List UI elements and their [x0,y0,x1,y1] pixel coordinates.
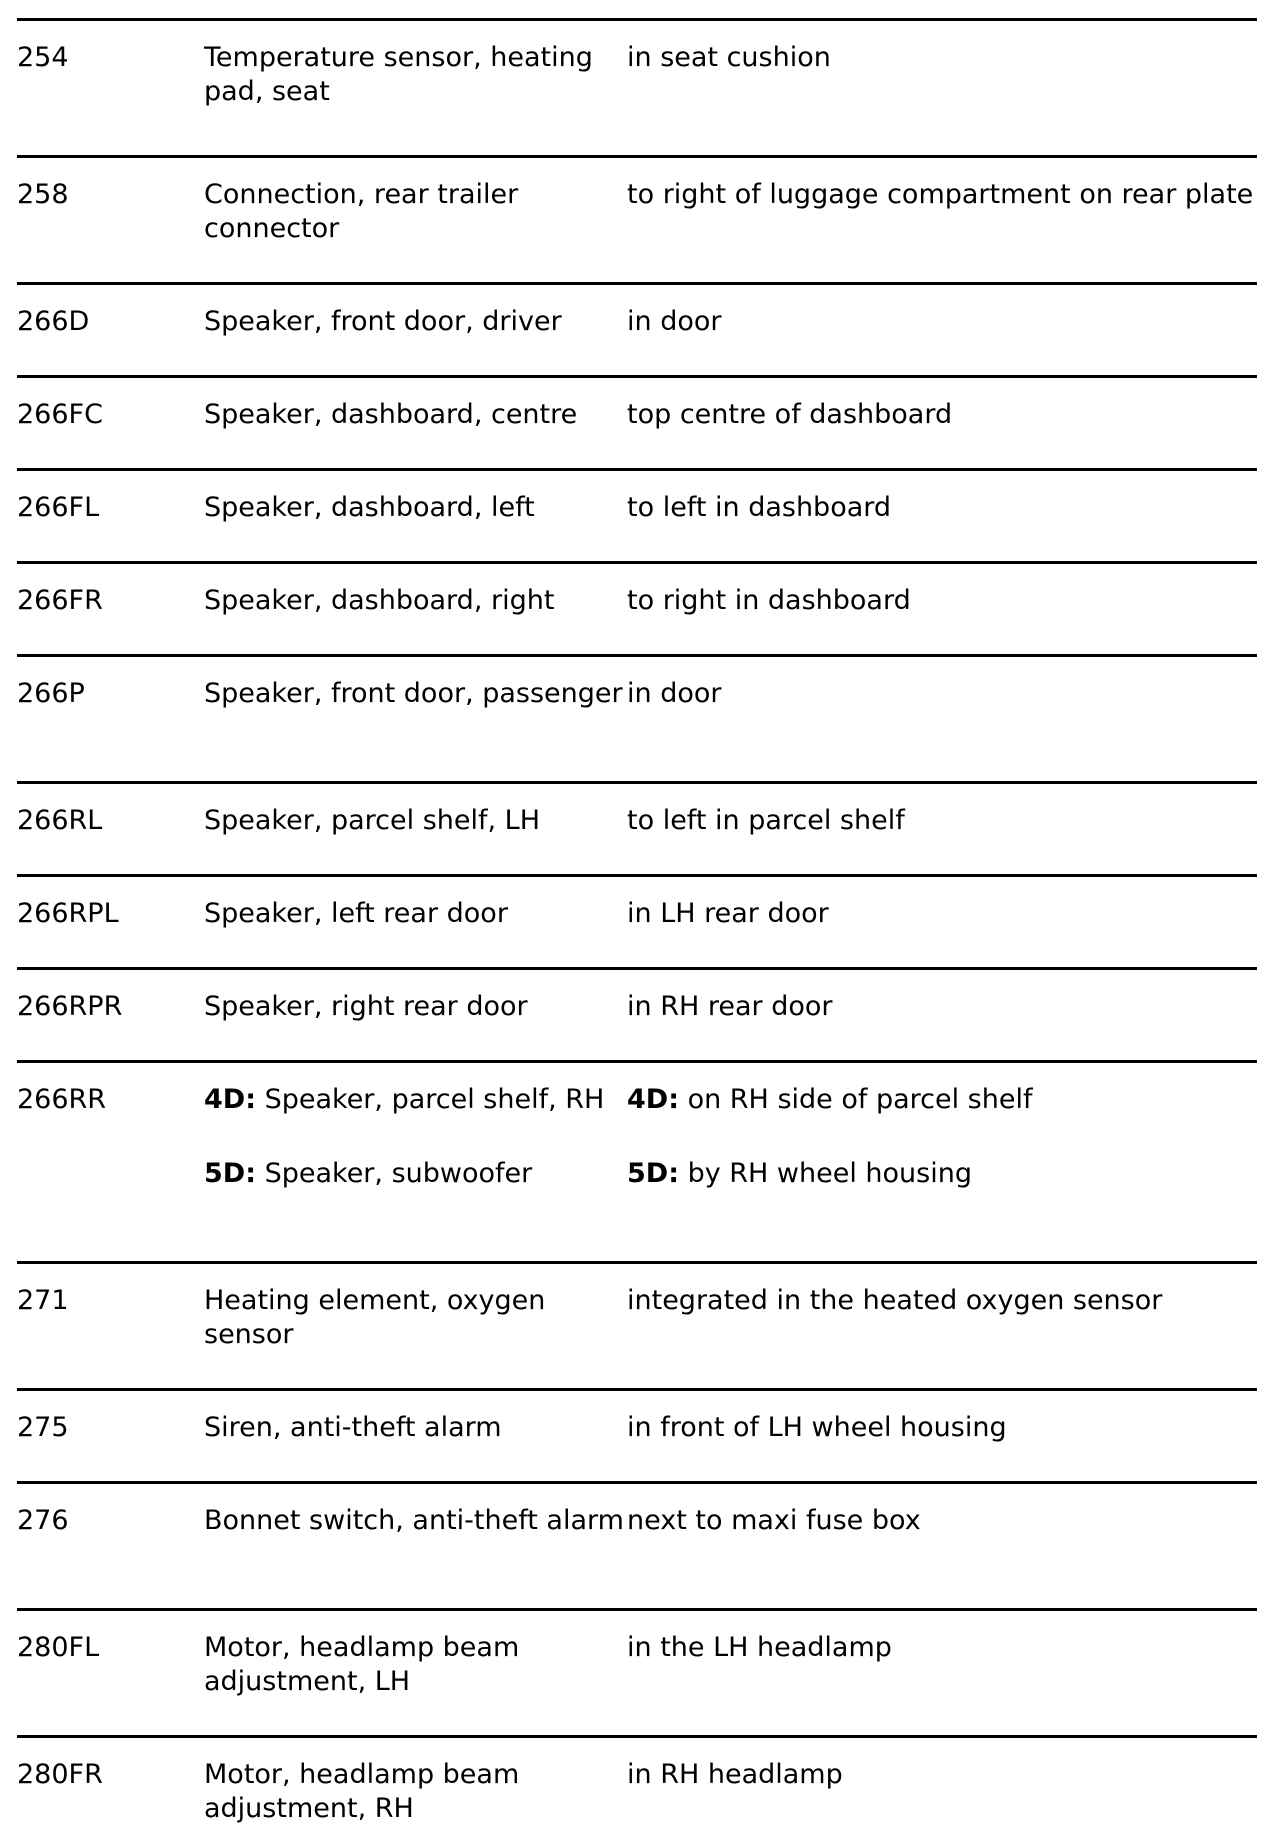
component-description: Speaker, dashboard, centre [204,399,578,430]
variant-prefix: 4D: [204,1084,256,1115]
variant-text: Speaker, subwoofer [256,1158,533,1189]
table-row [17,282,1257,375]
component-description [204,1083,628,1191]
table-row [17,375,1257,468]
component-location: in RH rear door [627,991,833,1022]
component-code: 266FL [17,492,100,523]
table-row [17,155,1257,282]
component-code: 276 [17,1505,69,1536]
component-description: Bonnet switch, anti-theft alarm [204,1505,624,1536]
component-description: Speaker, right rear door [204,991,528,1022]
component-description: Temperature sensor, heating pad, seat [204,42,593,107]
component-description: Heating element, oxygen sensor [204,1285,546,1350]
component-location: to left in parcel shelf [627,805,905,836]
component-location: in LH rear door [627,898,829,929]
component-description: Motor, headlamp beam adjustment, LH [204,1632,520,1697]
variant-text: Speaker, parcel shelf, RH [256,1084,605,1115]
component-code: 280FR [17,1759,103,1790]
variant-5d-location [627,1157,1257,1191]
component-code: 266RL [17,805,103,836]
table-row [17,468,1257,561]
component-description: Motor, headlamp beam adjustment, RH [204,1759,520,1824]
table-row [17,654,1257,781]
component-description: Speaker, front door, driver [204,306,562,337]
component-description: Speaker, dashboard, right [204,585,555,616]
component-description: Speaker, left rear door [204,898,508,929]
component-description: Siren, anti-theft alarm [204,1412,502,1443]
variant-4d-location [627,1083,1257,1117]
component-code: 258 [17,179,69,210]
component-code: 266P [17,678,85,709]
component-location [627,1083,1257,1191]
component-location: in the LH headlamp [627,1632,892,1663]
table-row [17,1060,1257,1261]
component-location: in door [627,306,722,337]
table-row [17,561,1257,654]
variant-prefix: 4D: [627,1084,679,1115]
component-code: 266FR [17,585,103,616]
component-description: Speaker, front door, passenger [204,678,623,709]
component-location: to left in dashboard [627,492,892,523]
table-row [17,1735,1257,1835]
component-code: 275 [17,1412,69,1443]
table-row [17,1481,1257,1608]
component-description: Speaker, dashboard, left [204,492,535,523]
component-location: top centre of dashboard [627,399,953,430]
component-code: 280FL [17,1632,100,1663]
component-location: in front of LH wheel housing [627,1412,1007,1443]
component-code: 266RR [17,1084,107,1115]
component-description: Connection, rear trailer connector [204,179,519,244]
table-row [17,781,1257,874]
variant-prefix: 5D: [204,1158,256,1189]
component-code: 271 [17,1285,69,1316]
variant-prefix: 5D: [627,1158,679,1189]
variant-text: by RH wheel housing [679,1158,972,1189]
component-code: 266FC [17,399,103,430]
variant-4d-description [204,1083,628,1117]
table-row [17,1261,1257,1388]
table-row [17,18,1257,155]
table-row [17,967,1257,1060]
component-location: in door [627,678,722,709]
table-row [17,1608,1257,1735]
component-location: to right in dashboard [627,585,911,616]
variant-5d-description [204,1157,628,1191]
variant-text: on RH side of parcel shelf [679,1084,1033,1115]
table-row [17,874,1257,967]
component-description: Speaker, parcel shelf, LH [204,805,541,836]
component-code: 254 [17,42,69,73]
component-code: 266RPR [17,991,123,1022]
table-row [17,1388,1257,1481]
component-location: to right of luggage compartment on rear plate [627,179,1254,210]
component-code: 266RPL [17,898,119,929]
component-table [17,18,1257,1835]
component-location: in seat cushion [627,42,831,73]
component-location: in RH headlamp [627,1759,843,1790]
component-code: 266D [17,306,90,337]
component-location: integrated in the heated oxygen sensor [627,1285,1163,1316]
component-location: next to maxi fuse box [627,1505,921,1536]
